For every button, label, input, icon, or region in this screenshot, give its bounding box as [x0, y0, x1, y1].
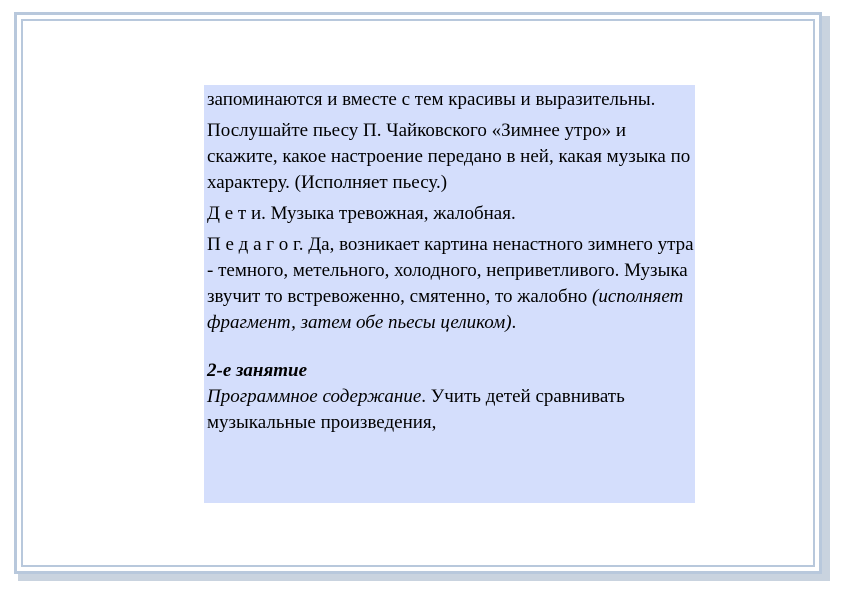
frame-shadow-bottom	[18, 574, 830, 581]
blank-line	[207, 336, 695, 358]
paragraph-4	[207, 232, 695, 336]
paragraph-2	[207, 118, 695, 196]
paragraph-4-italic: (исполняет фрагмент, затем обе пьесы целиком)	[207, 286, 684, 333]
program-paragraph	[207, 384, 695, 436]
frame-shadow-right	[822, 16, 830, 580]
lesson-heading: 2-е занятие	[207, 360, 308, 381]
paragraph-3	[207, 201, 695, 227]
program-text: . Учить детей сравнивать музыкальные произведения,	[207, 386, 625, 433]
paragraph-3-text: Д е т и. Музыка тревожная, жалобная.	[207, 203, 516, 224]
paragraph-4-tail: .	[511, 312, 517, 333]
program-label: Программное содержание	[207, 386, 422, 407]
paragraph-1	[207, 87, 695, 113]
paragraph-1-text: запоминаются и вместе с тем красивы и выразительны.	[207, 89, 656, 110]
paragraph-4-text: П е д а г о г. Да, возникает картина ненастного зимнего утра - темного, метельного, холодного, неприветливого. Музыка звучит то встревоженно, смятенно, то жалобно	[207, 234, 694, 307]
text-box	[204, 85, 695, 503]
paragraph-2-text: Послушайте пьесу П. Чайковского «Зимнее утро» и скажите, какое настроение передано в ней, какая музыка по характеру. (Исполняет пьесу.)	[207, 120, 691, 193]
